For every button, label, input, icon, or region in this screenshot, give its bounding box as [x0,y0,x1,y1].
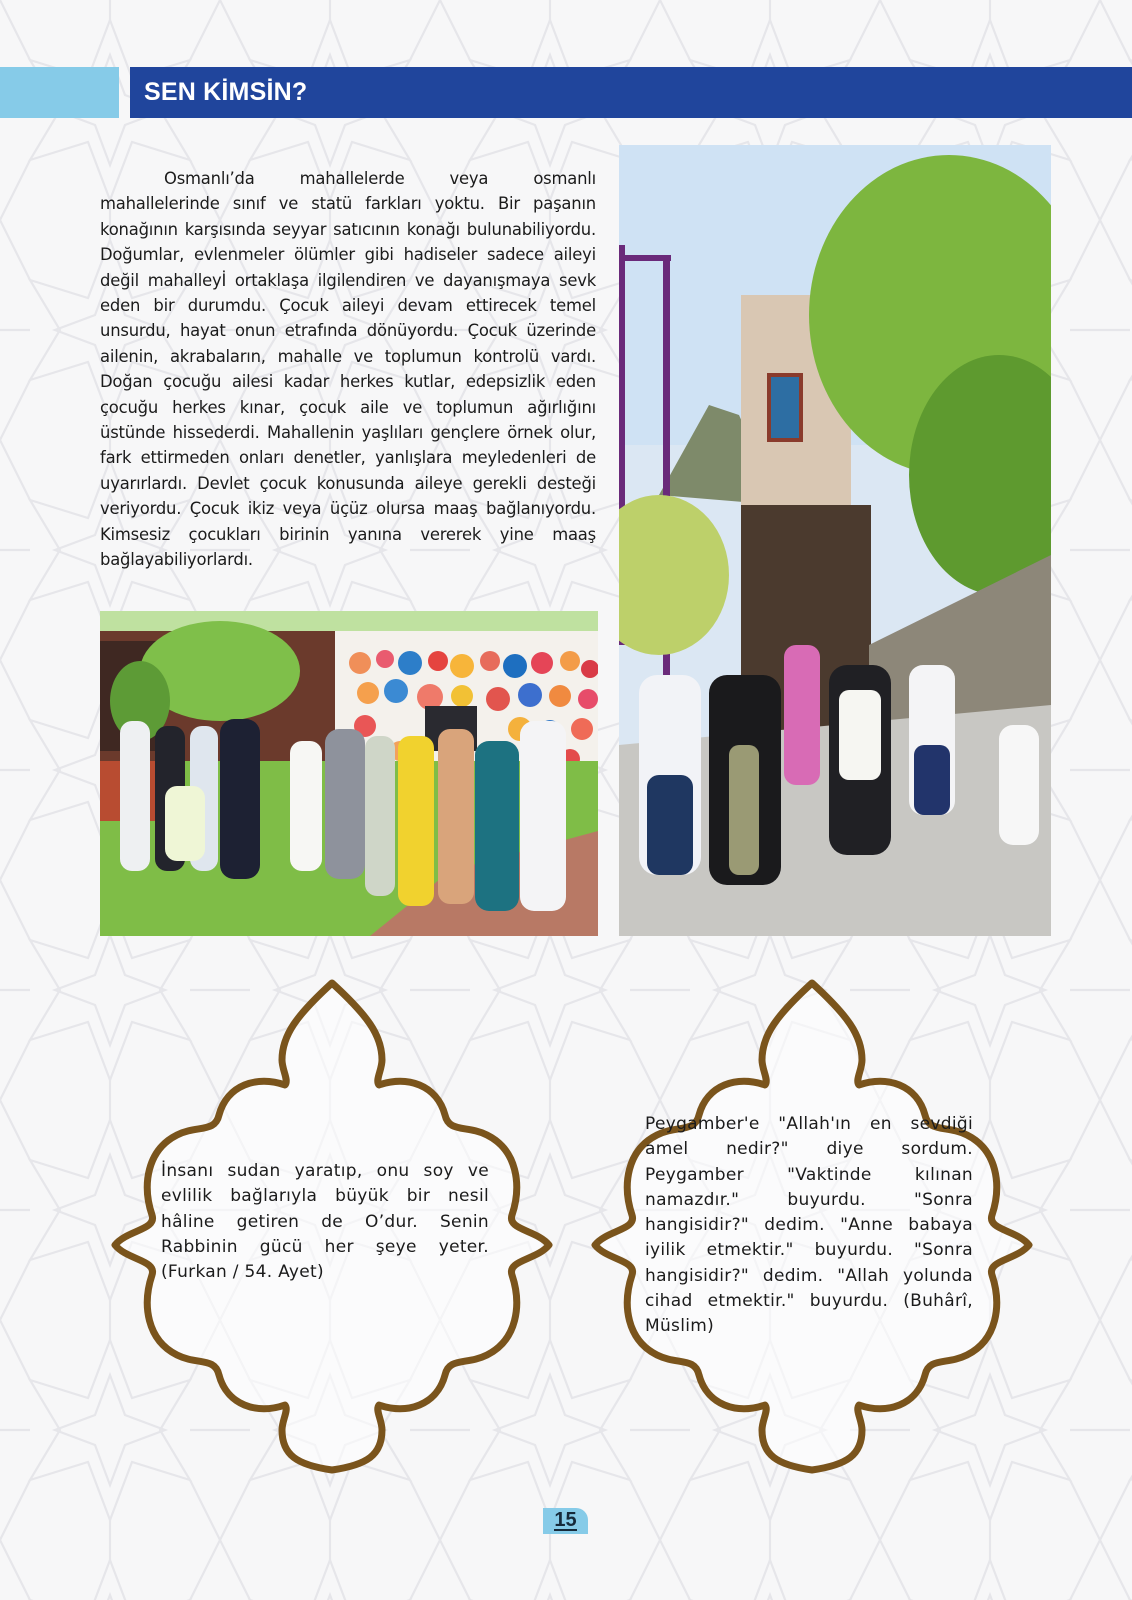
group-photo [100,611,598,936]
page-number-badge [543,1508,588,1534]
article-paragraph: Osmanlı’da mahallelerde veya osmanlı mahallelerinde sınıf ve statü farkları yoktu. Bir paşanın konağının karşısında seyyar satıcının konağı bulunabiliyordu. Doğumlar, evlenmeler ölümler gibi hadiseler sadece aileyi değil mahalleyİ ortaklaşa ilgilendiren ve dayanışmaya sevk eden bir durumdu. Çocuk aileyi devam ettirecek temel unsurdu, hayat onun etrafında dönüyordu. Çocuk üzerinde ailenin, akrabaların, mahalle ve toplumun kontrolü vardı. Doğan çocuğu ailesi kadar herkes kutlar, edepsizlik eden çocuğu herkes kınar, çocuk aile ve toplumun ağırlığını üstünde hissederdi. Mahallenin yaşlıları gençlere örnek olur, fark ettirmeden onları denetler, yanlışlara meyledenleri de uyarırlardı. Devlet çocuk konusunda aileye gerekli desteği veriyordu. Çocuk ikiz veya üçüz olursa maaş bağlanıyordu. Kimsesiz çocukları birinin yanına vererek yine maaş bağlayabiliyorlardı. [100,169,596,570]
header-accent-block [0,67,119,118]
header-bar [130,67,1132,118]
quran-verse-quote: İnsanı sudan yaratıp, onu soy ve evlilik bağlarıyla büyük bir nesil hâline getiren de O’dur. Senin Rabbinin gücü her şeye yeter. (Furkan / 54. Ayet) [161,1161,489,1283]
page-number: 15 [554,1509,577,1531]
article-paragraph-block [100,166,596,573]
page-title: SEN KİMSİN? [144,78,308,106]
quote-frame-right [587,975,1037,1475]
hadith-quote: Peygamber'e "Allah'ın en sevdiği amel nedir?" diye sordum. Peygamber "Vaktinde kılınan namazdır." buyurdu. "Sonra hangisidir?" dedim. "Anne babaya iyilik etmektir." buyurdu. "Sonra hangisidir?" dedim. "Allah yolunda cihad etmektir." buyurdu. (Buhârî, Müslim) [645,1114,973,1337]
street-photo [619,145,1051,936]
quote-frame-left [107,975,557,1475]
